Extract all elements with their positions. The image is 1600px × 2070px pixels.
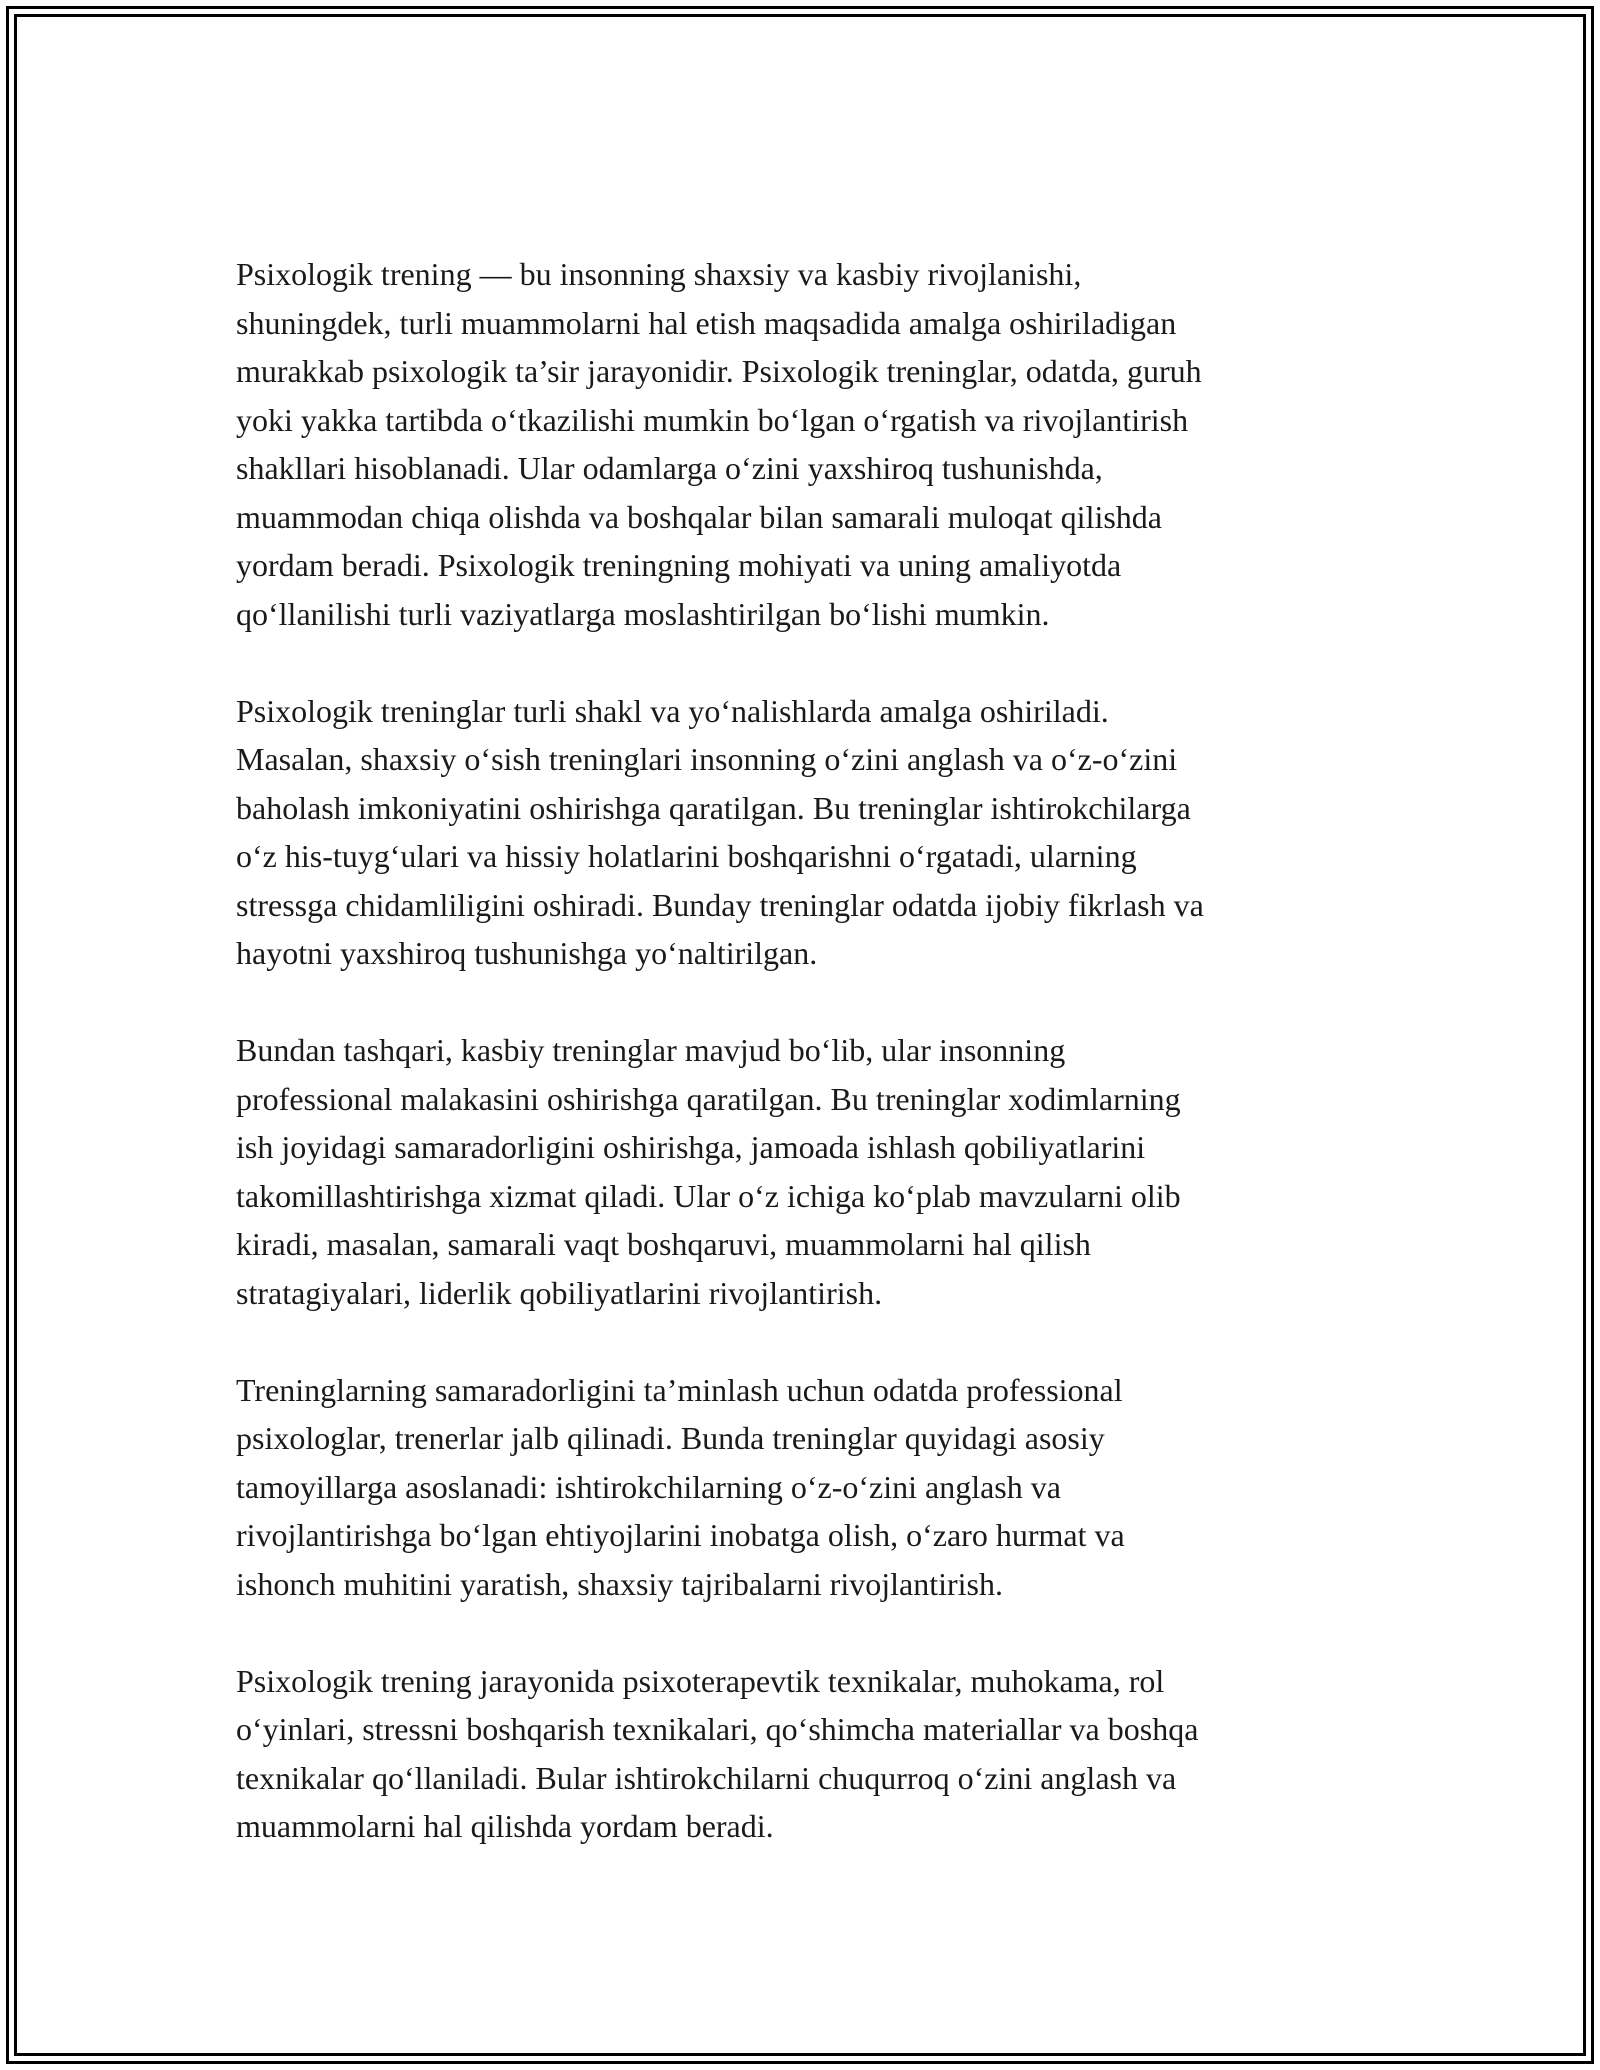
text-line: stratagiyalari, liderlik qobiliyatlarini rivojlantirish. bbox=[236, 1274, 883, 1311]
text-line: ish joyidagi samaradorligini oshirishga, jamoada ishlash qobiliyatlarini bbox=[236, 1129, 1146, 1165]
paragraph-5 bbox=[236, 1657, 1361, 1851]
text-line: shakllari hisoblanadi. Ular odamlarga o‘zini yaxshiroq tushunishda, bbox=[236, 450, 1103, 486]
text-line: rivojlantirishga bo‘lgan ehtiyojlarini inobatga olish, o‘zaro hurmat va bbox=[236, 1517, 1125, 1553]
text-line: murakkab psixologik ta’sir jarayonidir. Psixologik treninglar, odatda, guruh bbox=[236, 353, 1202, 389]
text-line: tamoyillarga asoslanadi: ishtirokchilarning o‘z-o‘zini anglash va bbox=[236, 1468, 1061, 1505]
text-line: psixologlar, trenerlar jalb qilinadi. Bunda treninglar quyidagi asosiy bbox=[236, 1420, 1105, 1456]
text-line: Psixologik trening — bu insonning shaxsiy va kasbiy rivojlanishi, bbox=[236, 256, 1082, 292]
text-line: yordam beradi. Psixologik treningning mohiyati va uning amaliyotda bbox=[236, 547, 1122, 583]
text-line: stressga chidamliligini oshiradi. Bunday treninglar odatda ijobiy fikrlash va bbox=[236, 886, 1204, 923]
text-line: ishonch muhitini yaratish, shaxsiy tajribalarni rivojlantirish. bbox=[236, 1565, 1003, 1602]
paragraph-3 bbox=[236, 1026, 1361, 1317]
text-line: professional malakasini oshirishga qaratilgan. Bu treninglar xodimlarning bbox=[236, 1080, 1181, 1117]
document-body bbox=[236, 250, 1361, 1899]
paragraph-4 bbox=[236, 1366, 1361, 1609]
text-line: muammolarni hal qilishda yordam beradi. bbox=[236, 1808, 774, 1844]
text-line: o‘yinlari, stressni boshqarish texnikalari, qo‘shimcha materiallar va boshqa bbox=[236, 1711, 1199, 1747]
text-line: shuningdek, turli muammolarni hal etish maqsadida amalga oshiriladigan bbox=[236, 304, 1177, 341]
paragraph-1 bbox=[236, 250, 1361, 638]
text-line: kiradi, masalan, samarali vaqt boshqaruvi, muammolarni hal qilish bbox=[236, 1226, 1091, 1262]
text-line: Psixologik treninglar turli shakl va yo‘nalishlarda amalga oshiriladi. bbox=[236, 692, 1109, 729]
text-line: qo‘llanilishi turli vaziyatlarga moslashtirilgan bo‘lishi mumkin. bbox=[236, 595, 1050, 632]
text-line: hayotni yaxshiroq tushunishga yo‘naltirilgan. bbox=[236, 935, 818, 971]
text-line: o‘z his-tuyg‘ulari va hissiy holatlarini boshqarishni o‘rgatadi, ularning bbox=[236, 838, 1137, 874]
text-line: Bundan tashqari, kasbiy treninglar mavjud bo‘lib, ular insonning bbox=[236, 1032, 1066, 1068]
text-line: muammodan chiqa olishda va boshqalar bilan samarali muloqat qilishda bbox=[236, 498, 1162, 535]
text-line: texnikalar qo‘llaniladi. Bular ishtirokchilarni chuqurroq o‘zini anglash va bbox=[236, 1759, 1177, 1796]
text-line: Masalan, shaxsiy o‘sish treninglari insonning o‘zini anglash va o‘z-o‘zini bbox=[236, 741, 1178, 777]
paragraph-2 bbox=[236, 687, 1361, 978]
text-line: Psixologik trening jarayonida psixoterapevtik texnikalar, muhokama, rol bbox=[236, 1662, 1165, 1699]
text-line: Treninglarning samaradorligini ta’minlash uchun odatda professional bbox=[236, 1371, 1123, 1408]
text-line: yoki yakka tartibda o‘tkazilishi mumkin bo‘lgan o‘rgatish va rivojlantirish bbox=[236, 401, 1189, 438]
text-line: takomillashtirishga xizmat qiladi. Ular o‘z ichiga ko‘plab mavzularni olib bbox=[236, 1177, 1181, 1214]
text-line: baholash imkoniyatini oshirishga qaratilgan. Bu treninglar ishtirokchilarga bbox=[236, 789, 1191, 826]
